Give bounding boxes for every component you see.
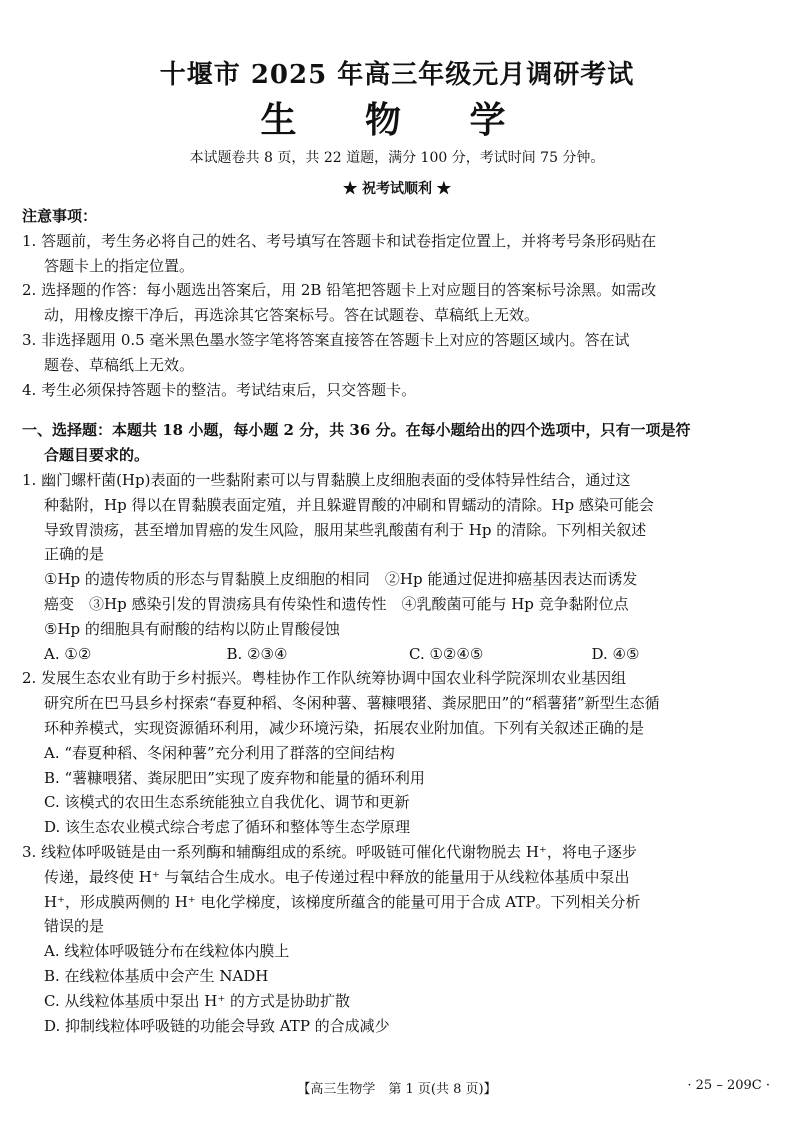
notes-line: 2. 选择题的作答：每小题选出答案后，用 2B 铅笔把答题卡上对应题目的答案标号涂黑。如需改	[22, 281, 657, 300]
question-stem-line: 错误的是	[44, 917, 105, 936]
option-row	[22, 642, 774, 667]
question-stem-line: 正确的是	[44, 545, 105, 564]
notes-line: 3. 非选择题用 0.5 毫米黑色墨水签字笔将答案直接答在答题卡上对应的答题区域内。答在试	[22, 330, 630, 349]
statement-line: ①Hp 的遗传物质的形态与胃黏膜上皮细胞的相同 ②Hp 能通过促进抑癌基因表达而诱发	[44, 570, 638, 589]
question-stem-line: 研究所在巴马县乡村探索“春夏种稻、冬闲种薯、薯糠喂猪、粪尿肥田”的“稻薯猪”新型生态循	[44, 694, 660, 713]
notes-item-4	[22, 378, 774, 403]
option-a: A. ①②	[44, 644, 92, 663]
question-3	[22, 840, 774, 1038]
exam-title: 十堰市 2025 年高三年级元月调研考试	[159, 60, 635, 90]
question-stem-line: 导致胃溃疡，甚至增加胃癌的发生风险，服用某些乳酸菌有利于 Hp 的清除。下列相关叙述	[44, 520, 647, 539]
option-d: D. 该生态农业模式综合考虑了循环和整体等生态学原理	[44, 818, 411, 837]
question-stem-line: 1. 幽门螺杆菌(Hp)表面的一些黏附素可以与胃黏膜上皮细胞表面的受体特异性结合，通过这	[22, 470, 631, 489]
question-stem-line: H⁺，形成膜两侧的 H⁺ 电化学梯度，该梯度所蕴含的能量可用于合成 ATP。下列相关分析	[44, 892, 641, 911]
question-2	[22, 666, 774, 840]
exam-info: 本试题卷共 8 页，共 22 道题，满分 100 分，考试时间 75 分钟。	[189, 150, 605, 166]
page-number: 【高三生物学 第 1 页(共 8 页)】	[297, 1082, 497, 1097]
section-heading-line: 合题目要求的。	[44, 446, 150, 465]
notes-line: 题卷、草稿纸上无效。	[44, 355, 195, 374]
question-stem-line: 3. 线粒体呼吸链是由一系列酶和辅酶组成的系统。呼吸链可催化代谢物脱去 H⁺，将电子逐步	[22, 842, 637, 861]
option-a: A. “春夏种稻、冬闲种薯”充分利用了群落的空间结构	[44, 743, 395, 762]
notes-item-3	[22, 328, 774, 378]
section-heading-line: 一、选择题：本题共 18 小题，每小题 2 分，共 36 分。在每小题给出的四个选项中，只有一项是符	[22, 421, 691, 440]
option-d: D. 抑制线粒体呼吸链的功能会导致 ATP 的合成减少	[44, 1016, 390, 1035]
statement-line: 癌变 ③Hp 感染引发的胃溃疡具有传染性和遗传性 ④乳酸菌可能与 Hp 竞争黏附位点	[44, 594, 629, 613]
option-c: C. 从线粒体基质中泵出 H⁺ 的方式是协助扩散	[44, 991, 351, 1010]
notes-line: 1. 答题前，考生务必将自己的姓名、考号填写在答题卡和试卷指定位置上，并将考号条形码贴在	[22, 231, 657, 250]
question-stem-line: 种黏附，Hp 得以在胃黏膜表面定殖，并且躲避胃酸的冲刷和胃蠕动的清除。Hp 感染可能会	[44, 495, 654, 514]
question-stem-line: 2. 发展生态农业有助于乡村振兴。粤桂协作工作队统筹协调中国农业科学院深圳农业基因组	[22, 669, 627, 688]
option-a: A. 线粒体呼吸链分布在线粒体内膜上	[44, 942, 290, 961]
exam-body	[22, 204, 774, 1038]
question-stem-line: 环种养模式，实现资源循环利用，减少环境污染，拓展农业附加值。下列有关叙述正确的是	[44, 718, 645, 737]
option-b: B. ②③④	[226, 644, 288, 663]
option-d: D. ④⑤	[591, 644, 640, 663]
option-c: C. 该模式的农田生态系统能独立自我优化、调节和更新	[44, 793, 410, 812]
notes-heading: 注意事项：	[22, 207, 98, 225]
option-b: B. 在线粒体基质中会产生 NADH	[44, 966, 269, 985]
section-heading	[22, 418, 774, 468]
good-luck-banner: ★ 祝考试顺利 ★	[343, 181, 451, 197]
notes-line: 动，用橡皮擦干净后，再选涂其它答案标号。答在试题卷、草稿纸上无效。	[44, 306, 540, 325]
notes-line: 答题卡上的指定位置。	[44, 256, 195, 275]
question-stem-line: 传递，最终使 H⁺ 与氧结合生成水。电子传递过程中释放的能量用于从线粒体基质中泵出	[44, 867, 630, 886]
question-1	[22, 468, 774, 666]
notes-item-2	[22, 278, 774, 328]
notes-item-1	[22, 229, 774, 279]
statement-line: ⑤Hp 的细胞具有耐酸的结构以防止胃酸侵蚀	[44, 619, 340, 638]
exam-code: · 25 – 209C ·	[687, 1078, 770, 1093]
option-c: C. ①②④⑤	[409, 644, 484, 663]
notes-line: 4. 考生必须保持答题卡的整洁。考试结束后，只交答题卡。	[22, 380, 417, 399]
option-b: B. “薯糠喂猪、粪尿肥田”实现了废弃物和能量的循环利用	[44, 768, 425, 787]
subject-title: 生 物 学	[260, 99, 534, 141]
